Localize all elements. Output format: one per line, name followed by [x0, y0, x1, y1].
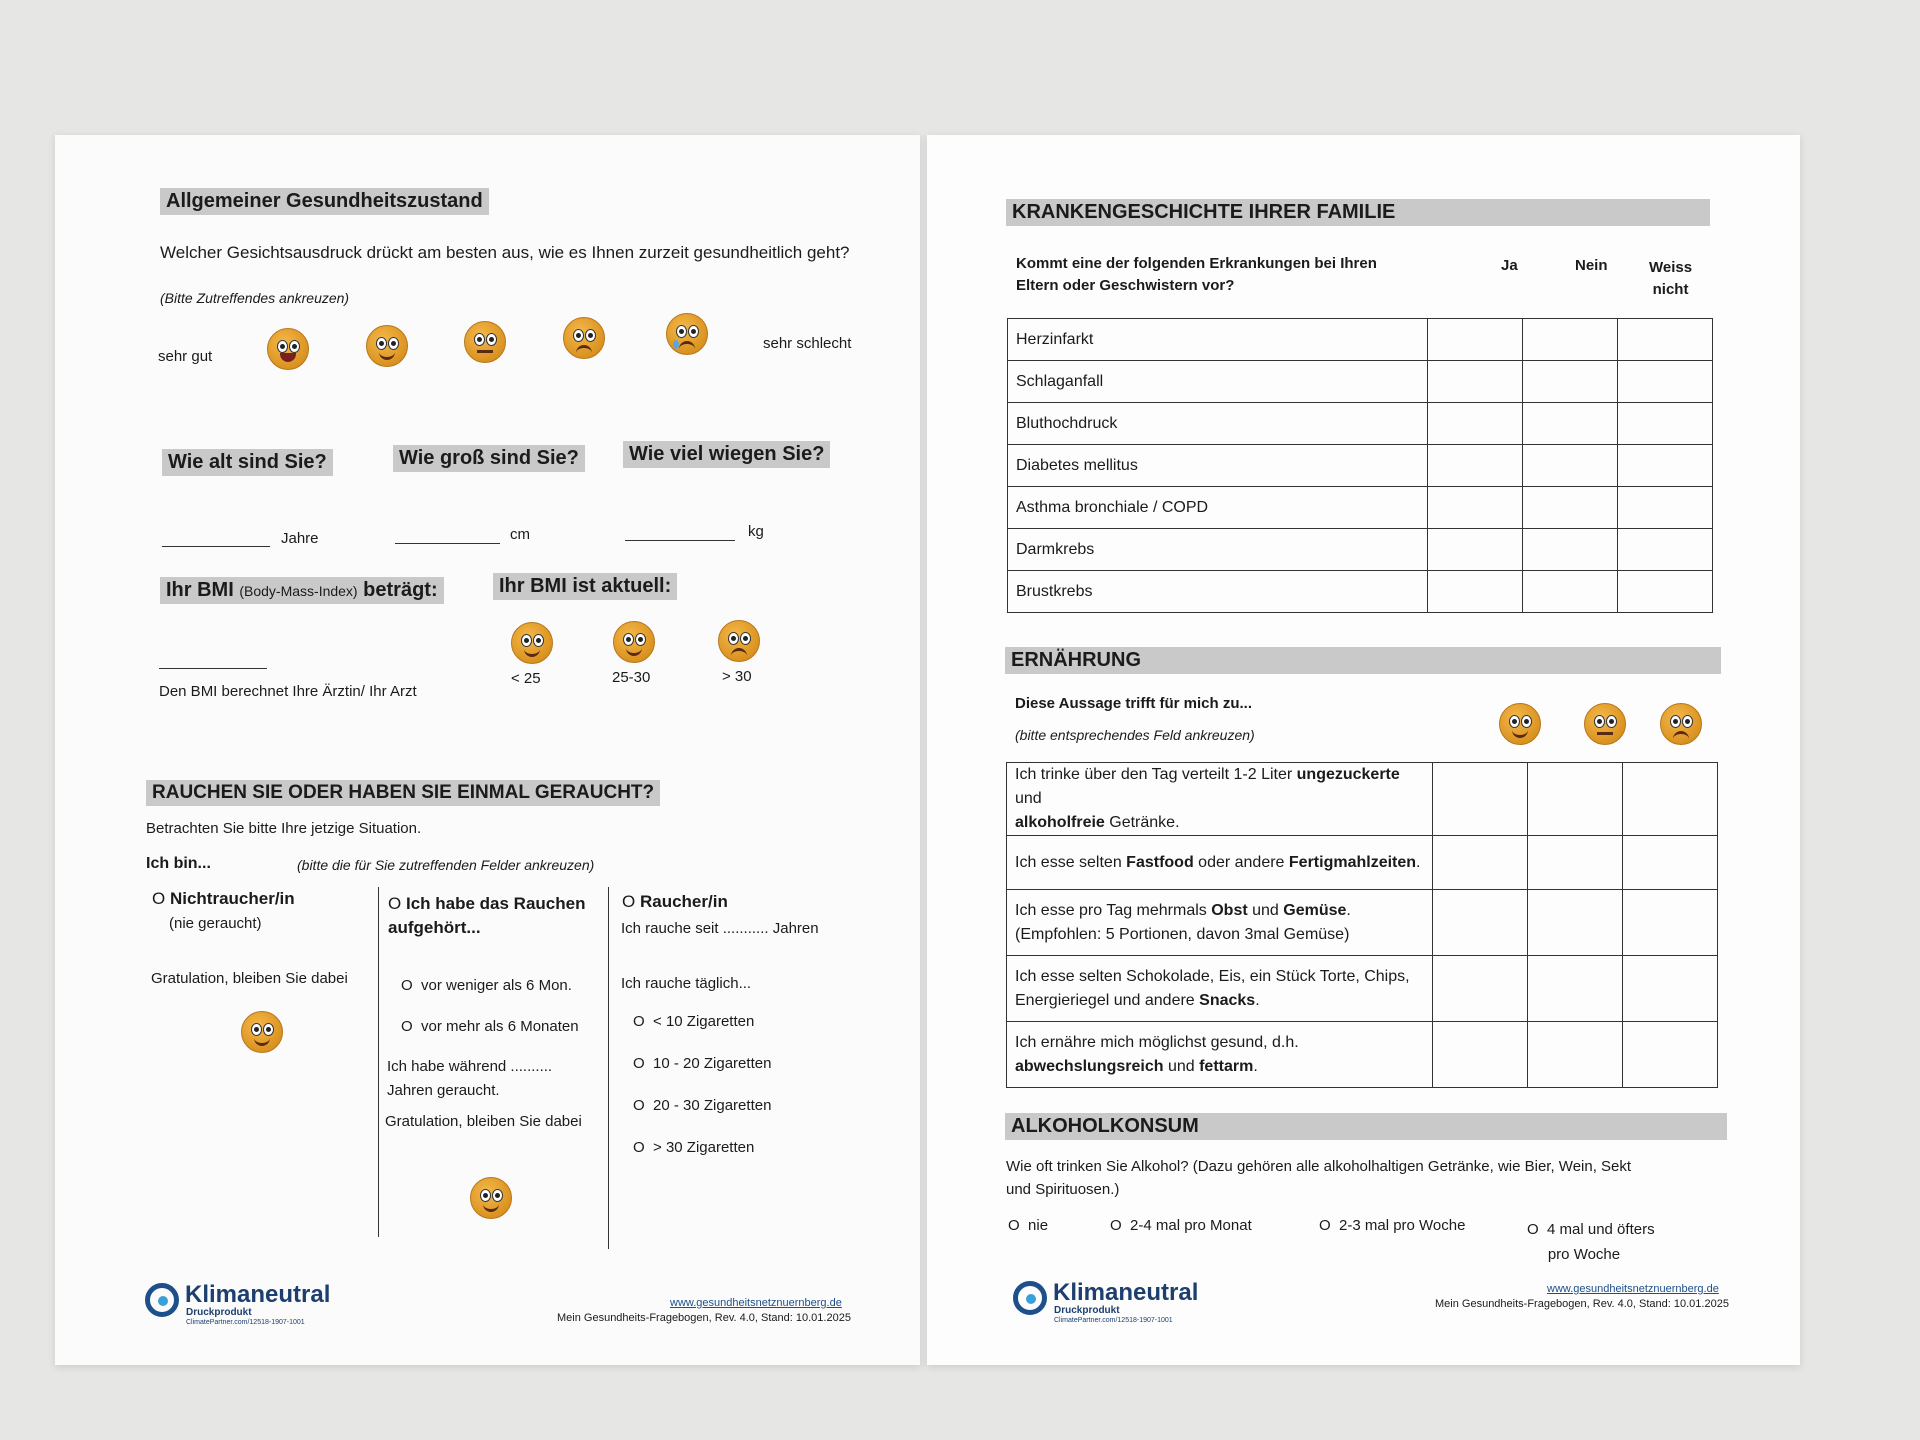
checkbox-nein[interactable]: [1523, 361, 1618, 403]
option-alcohol-monthly[interactable]: O 2-4 mal pro Monat: [1110, 1217, 1252, 1234]
table-row: [1007, 956, 1718, 1022]
left-page: [55, 135, 920, 1365]
weight-unit: kg: [748, 523, 764, 540]
checkbox-ja[interactable]: [1428, 445, 1523, 487]
checkbox-nein[interactable]: [1523, 403, 1618, 445]
smoking-intro: Betrachten Sie bitte Ihre jetzige Situation.: [146, 820, 422, 837]
very-happy-face-icon[interactable]: [267, 328, 309, 370]
checkbox-nein[interactable]: [1523, 571, 1618, 613]
statement-label: Ich esse selten Fastfood oder andere Fertigmahlzeiten.: [1007, 836, 1433, 890]
checkbox-weiss-nicht[interactable]: [1618, 529, 1713, 571]
checkbox-disagree[interactable]: [1623, 956, 1718, 1022]
bmi-status-heading: Ihr BMI ist aktuell:: [493, 573, 677, 600]
checkbox-agree[interactable]: [1433, 763, 1528, 836]
right-page: [927, 135, 1800, 1365]
neutral-face-icon: [1584, 703, 1626, 745]
family-heading: KRANKENGESCHICHTE IHRER FAMILIE: [1006, 199, 1710, 226]
condition-label: Herzinfarkt: [1008, 319, 1428, 361]
bmi-range-low: < 25: [511, 670, 541, 687]
option-alcohol-weekly[interactable]: O 2-3 mal pro Woche: [1319, 1217, 1466, 1234]
checkbox-ja[interactable]: [1428, 487, 1523, 529]
logo-code: ClimatePartner.com/12518-1907-1001: [186, 1319, 305, 1326]
checkbox-weiss-nicht[interactable]: [1618, 319, 1713, 361]
years-smoked: Ich habe während .......... Jahren geraucht.: [387, 1058, 553, 1099]
height-heading: Wie groß sind Sie?: [393, 445, 585, 472]
checkbox-neutral[interactable]: [1528, 1022, 1623, 1088]
condition-label: Darmkrebs: [1008, 529, 1428, 571]
table-row: [1008, 445, 1713, 487]
checkbox-disagree[interactable]: [1623, 763, 1718, 836]
sad-face-icon[interactable]: [563, 317, 605, 359]
table-row: [1008, 361, 1713, 403]
checkbox-neutral[interactable]: [1528, 836, 1623, 890]
table-row: [1007, 890, 1718, 956]
former-congrats: Gratulation, bleiben Sie dabei: [385, 1113, 582, 1130]
checkbox-neutral[interactable]: [1528, 890, 1623, 956]
option-former-smoker[interactable]: O Ich habe das Rauchen aufgehört...: [388, 894, 586, 937]
bmi-normal-face-icon[interactable]: [511, 622, 553, 664]
age-heading: Wie alt sind Sie?: [162, 449, 333, 476]
table-row: [1008, 319, 1713, 361]
checkbox-disagree[interactable]: [1623, 836, 1718, 890]
general-heading: Allgemeiner Gesundheitszustand: [160, 188, 489, 215]
smoking-hint: (bitte die für Sie zutreffenden Felder ankreuzen): [297, 857, 595, 873]
checkbox-nein[interactable]: [1523, 445, 1618, 487]
checkbox-weiss-nicht[interactable]: [1618, 445, 1713, 487]
checkbox-agree[interactable]: [1433, 956, 1528, 1022]
bmi-range-high: > 30: [722, 668, 752, 685]
option-nonsmoker[interactable]: O Nichtraucher/in: [152, 889, 295, 908]
col-weiss-nicht: Weiss nicht: [1649, 259, 1693, 298]
checkbox-weiss-nicht[interactable]: [1618, 403, 1713, 445]
checkbox-disagree[interactable]: [1623, 1022, 1718, 1088]
checkbox-nein[interactable]: [1523, 319, 1618, 361]
family-table: [1007, 318, 1713, 613]
bmi-range-mid: 25-30: [612, 669, 651, 686]
crying-face-icon[interactable]: [666, 313, 708, 355]
table-row: [1007, 763, 1718, 836]
smoker-since: Ich rauche seit ........... Jahren: [621, 920, 819, 937]
happy-face-icon: [470, 1177, 512, 1219]
nutrition-statement: Diese Aussage trifft für mich zu...: [1015, 695, 1252, 712]
bmi-note: Den BMI berechnet Ihre Ärztin/ Ihr Arzt: [159, 683, 417, 700]
general-hint: (Bitte Zutreffendes ankreuzen): [160, 290, 350, 306]
nutrition-hint: (bitte entsprechendes Feld ankreuzen): [1015, 727, 1255, 743]
checkbox-ja[interactable]: [1428, 571, 1523, 613]
col-ja: Ja: [1501, 257, 1518, 274]
logo-subtitle: Druckprodukt: [1054, 1305, 1120, 1316]
bmi-heading: Ihr BMI (Body-Mass-Index) beträgt:: [160, 577, 444, 604]
condition-label: Asthma bronchiale / COPD: [1008, 487, 1428, 529]
footer-url[interactable]: www.gesundheitsnetznuernberg.de: [670, 1297, 842, 1309]
option-quit-less-6[interactable]: O vor weniger als 6 Mon.: [401, 977, 572, 994]
option-smoker[interactable]: O Raucher/in: [622, 892, 728, 911]
statement-label: Ich esse pro Tag mehrmals Obst und Gemüse. (Empfohlen: 5 Portionen, davon 3mal Gemüse): [1007, 890, 1433, 956]
happy-face-icon: [241, 1011, 283, 1053]
checkbox-disagree[interactable]: [1623, 890, 1718, 956]
weight-heading: Wie viel wiegen Sie?: [623, 441, 830, 468]
checkbox-weiss-nicht[interactable]: [1618, 361, 1713, 403]
neutral-face-icon[interactable]: [464, 321, 506, 363]
column-divider: [608, 887, 609, 1249]
smoker-daily: Ich rauche täglich...: [621, 975, 752, 992]
family-question: Kommt eine der folgenden Erkrankungen bei Ihren Eltern oder Geschwistern vor?: [1016, 255, 1377, 294]
table-row: [1008, 403, 1713, 445]
column-divider: [378, 887, 379, 1237]
climate-logo-icon: [1013, 1281, 1047, 1315]
checkbox-ja[interactable]: [1428, 361, 1523, 403]
checkbox-neutral[interactable]: [1528, 763, 1623, 836]
scale-high-label: sehr schlecht: [763, 335, 852, 352]
condition-label: Brustkrebs: [1008, 571, 1428, 613]
age-input[interactable]: [162, 545, 270, 547]
happy-face-icon[interactable]: [366, 325, 408, 367]
footer-url[interactable]: www.gesundheitsnetznuernberg.de: [1547, 1283, 1719, 1295]
nutrition-heading: ERNÄHRUNG: [1005, 647, 1721, 674]
nonsmoker-sub: (nie geraucht): [169, 915, 262, 932]
nutrition-table: [1006, 762, 1718, 1088]
height-unit: cm: [510, 526, 530, 543]
checkbox-agree[interactable]: [1433, 1022, 1528, 1088]
table-row: [1007, 836, 1718, 890]
checkbox-agree[interactable]: [1433, 836, 1528, 890]
condition-label: Diabetes mellitus: [1008, 445, 1428, 487]
bmi-obese-face-icon[interactable]: [718, 620, 760, 662]
nonsmoker-congrats: Gratulation, bleiben Sie dabei: [151, 970, 348, 987]
table-row: [1008, 487, 1713, 529]
statement-label: Ich ernähre mich möglichst gesund, d.h. abwechslungsreich und fettarm.: [1007, 1022, 1433, 1088]
option-quit-more-6[interactable]: O vor mehr als 6 Monaten: [401, 1018, 579, 1035]
logo-title: Klimaneutral: [185, 1281, 331, 1308]
checkbox-neutral[interactable]: [1528, 956, 1623, 1022]
option-cig-gt30[interactable]: O > 30 Zigaretten: [633, 1139, 755, 1156]
option-cig-20-30[interactable]: O 20 - 30 Zigaretten: [633, 1097, 772, 1114]
table-row: [1008, 571, 1713, 613]
condition-label: Bluthochdruck: [1008, 403, 1428, 445]
general-question: Welcher Gesichtsausdruck drückt am besten aus, wie es Ihnen zurzeit gesundheitlich geht?: [160, 243, 850, 262]
table-row: [1007, 1022, 1718, 1088]
table-row: [1008, 529, 1713, 571]
weight-input[interactable]: [625, 539, 735, 541]
footer-info: Mein Gesundheits-Fragebogen, Rev. 4.0, Stand: 10.01.2025: [557, 1312, 851, 1324]
option-cig-10-20[interactable]: O 10 - 20 Zigaretten: [633, 1055, 772, 1072]
checkbox-ja[interactable]: [1428, 529, 1523, 571]
condition-label: Schlaganfall: [1008, 361, 1428, 403]
scale-low-label: sehr gut: [158, 348, 213, 365]
checkbox-weiss-nicht[interactable]: [1618, 487, 1713, 529]
statement-label: Ich esse selten Schokolade, Eis, ein Stück Torte, Chips, Energieriegel und andere Snacks.: [1007, 956, 1433, 1022]
smoking-heading: RAUCHEN SIE ODER HABEN SIE EINMAL GERAUCHT?: [146, 780, 660, 806]
checkbox-nein[interactable]: [1523, 487, 1618, 529]
checkbox-nein[interactable]: [1523, 529, 1618, 571]
alcohol-heading: ALKOHOLKONSUM: [1005, 1113, 1727, 1140]
alcohol-question: Wie oft trinken Sie Alkohol? (Dazu gehören alle alkoholhaltigen Getränke, wie Bier, Wein, Sekt und Spirituosen.): [1006, 1158, 1632, 1198]
height-input[interactable]: [395, 542, 500, 544]
bmi-input[interactable]: [159, 667, 267, 669]
logo-title: Klimaneutral: [1053, 1279, 1199, 1306]
checkbox-ja[interactable]: [1428, 403, 1523, 445]
logo-code: ClimatePartner.com/12518-1907-1001: [1054, 1317, 1173, 1324]
option-alcohol-often[interactable]: O 4 mal und öfters pro Woche: [1527, 1221, 1655, 1263]
checkbox-ja[interactable]: [1428, 319, 1523, 361]
statement-label: Ich trinke über den Tag verteilt 1-2 Liter ungezuckerte und alkoholfreie Getränke.: [1007, 763, 1433, 836]
option-cig-lt10[interactable]: O < 10 Zigaretten: [633, 1013, 755, 1030]
checkbox-weiss-nicht[interactable]: [1618, 571, 1713, 613]
footer-info: Mein Gesundheits-Fragebogen, Rev. 4.0, Stand: 10.01.2025: [1435, 1298, 1729, 1310]
logo-subtitle: Druckprodukt: [186, 1307, 252, 1318]
option-alcohol-never[interactable]: O nie: [1008, 1217, 1049, 1234]
happy-face-icon: [1499, 703, 1541, 745]
smoking-ich-bin: Ich bin...: [146, 855, 211, 872]
sad-face-icon: [1660, 703, 1702, 745]
climate-logo-icon: [145, 1283, 179, 1317]
checkbox-agree[interactable]: [1433, 890, 1528, 956]
age-unit: Jahre: [281, 530, 319, 547]
bmi-overweight-face-icon[interactable]: [613, 621, 655, 663]
col-nein: Nein: [1575, 257, 1608, 274]
